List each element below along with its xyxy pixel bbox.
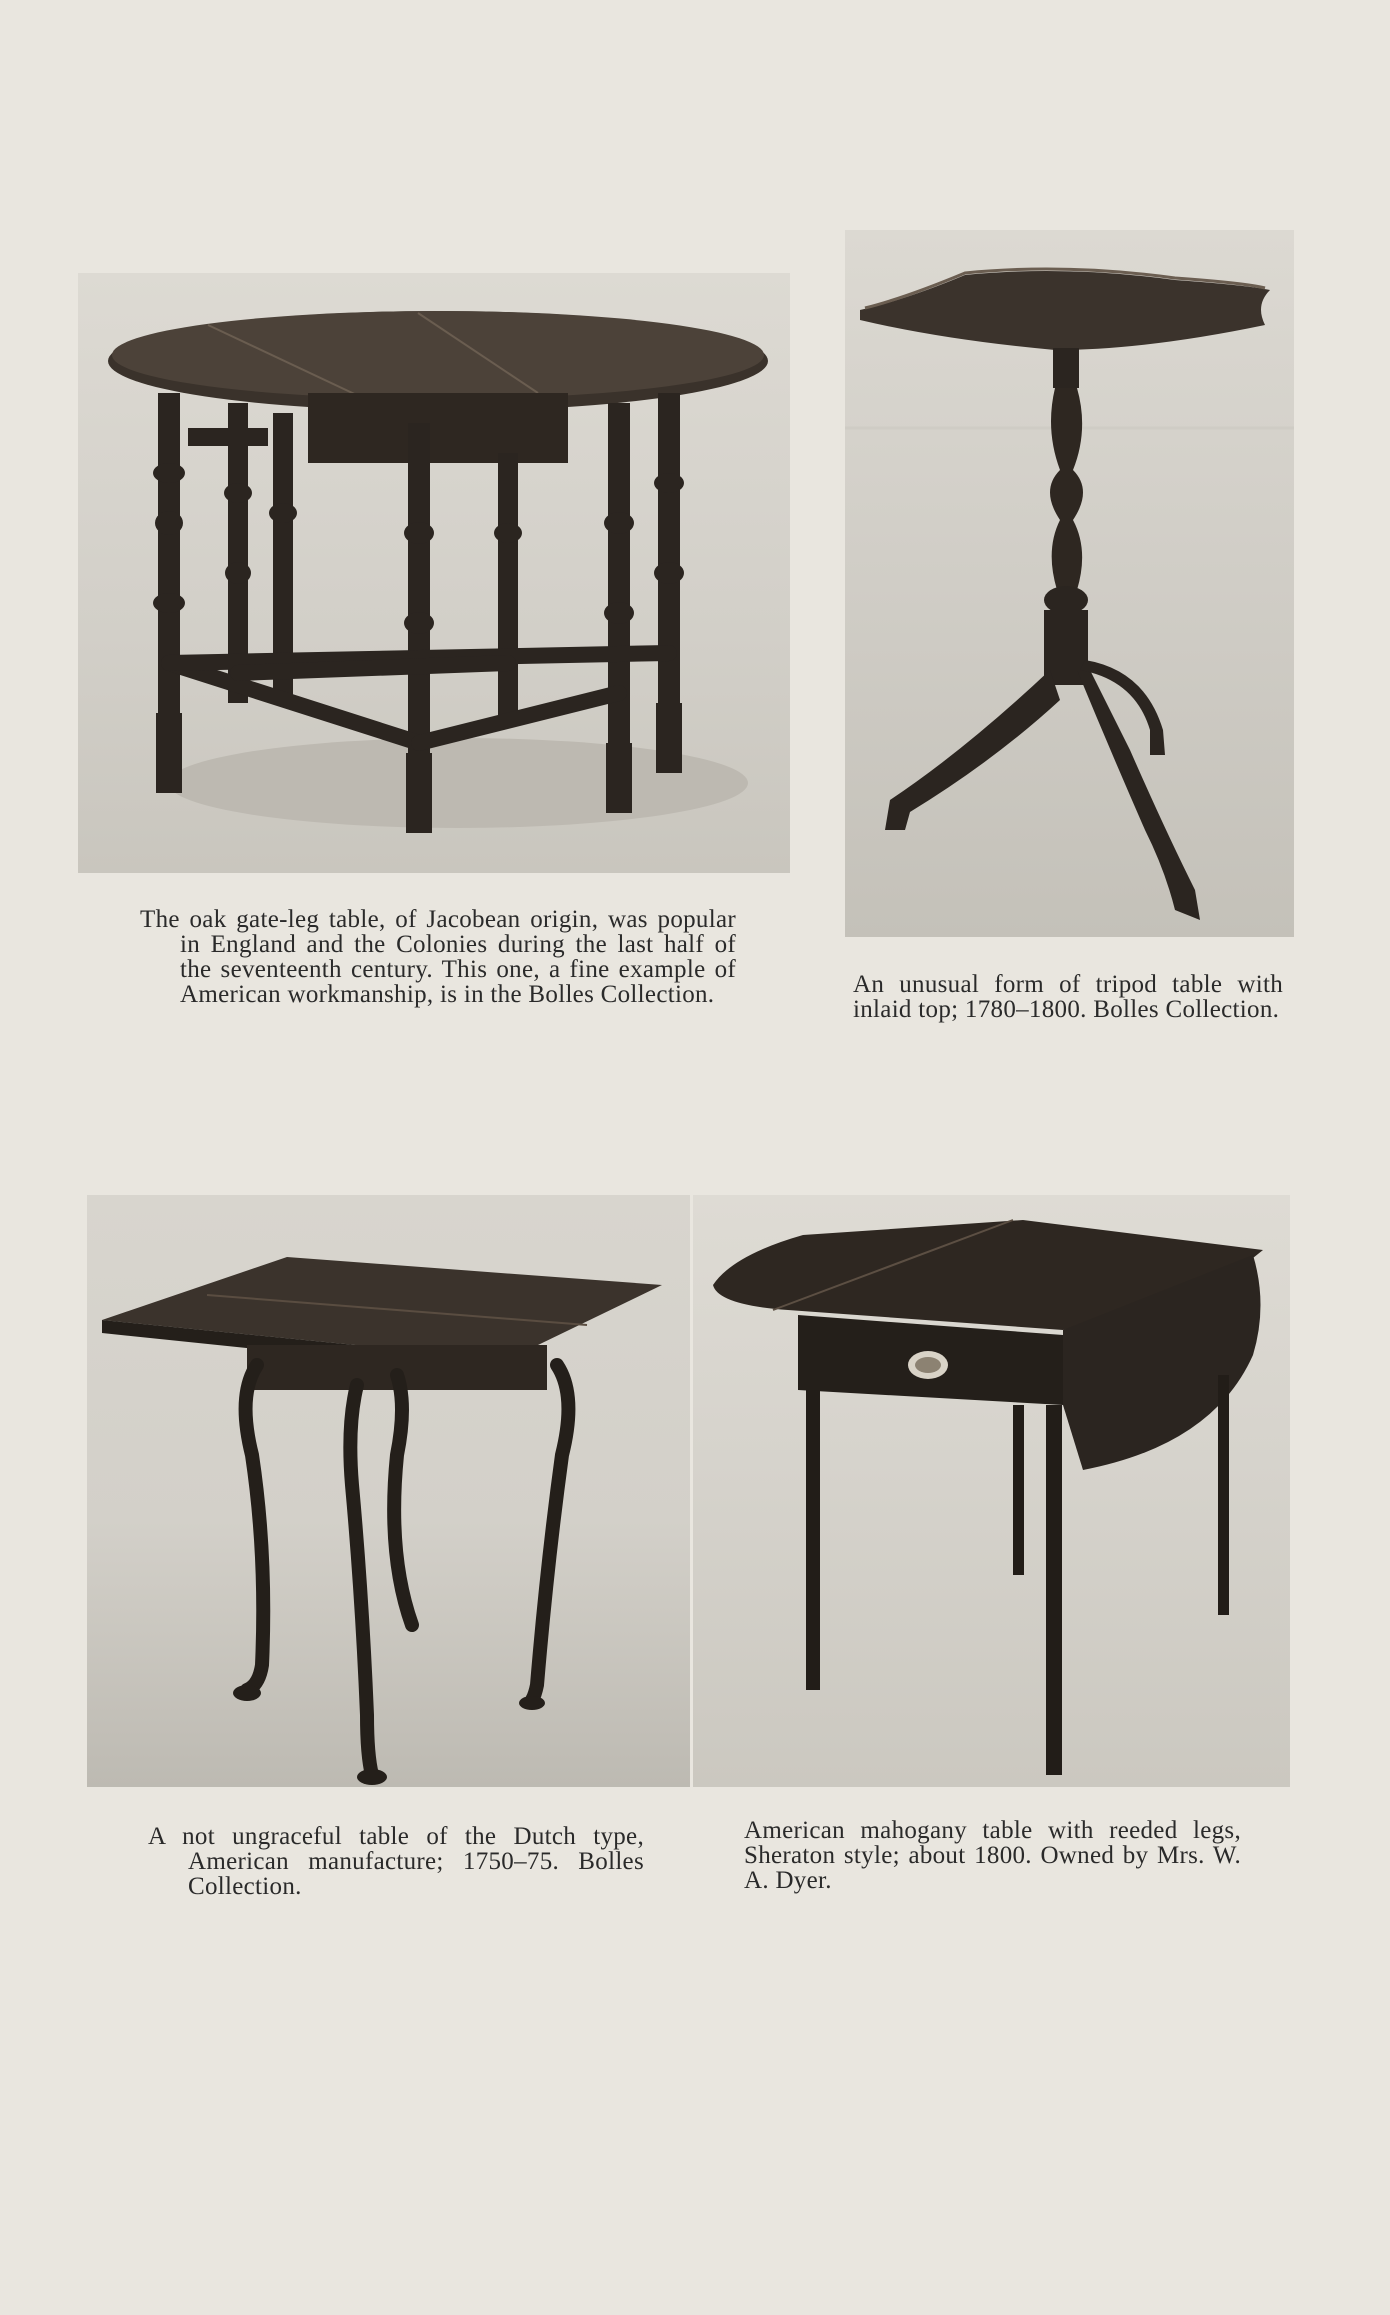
caption-tripod-table [853,972,1283,1022]
photo-dutch-table [87,1195,690,1787]
sheraton-table-illustration [693,1195,1290,1787]
caption-dutch-table [148,1824,644,1899]
photo-gate-leg-table [78,273,790,873]
tripod-table-illustration [845,230,1294,937]
caption-tripod-text: An unusual form of tripod table with inlaid top; 1780–1800. Bolles Collection. [853,971,1283,1023]
caption-dutch-text: A not ungraceful table of the Dutch type, American manufacture; 1750–75. Bolles Collection. [148,1823,644,1900]
photo-sheraton-table [693,1195,1290,1787]
photo-tripod-table [845,230,1294,937]
dutch-table-illustration [87,1195,690,1787]
caption-sheraton-table [744,1818,1241,1893]
caption-sheraton-text: American mahogany table with reeded legs, Sheraton style; about 1800. Owned by Mrs. W. A. Dyer. [744,1817,1241,1894]
caption-gate-leg-text: The oak gate-leg table, of Jacobean origin, was popular in England and the Colonies during the last half of the seventeenth century. This one, a fine example of American workmanship, is in the Bolles Collection. [140,906,736,1008]
gate-leg-table-illustration [78,273,790,873]
caption-gate-leg-table [140,907,736,1007]
